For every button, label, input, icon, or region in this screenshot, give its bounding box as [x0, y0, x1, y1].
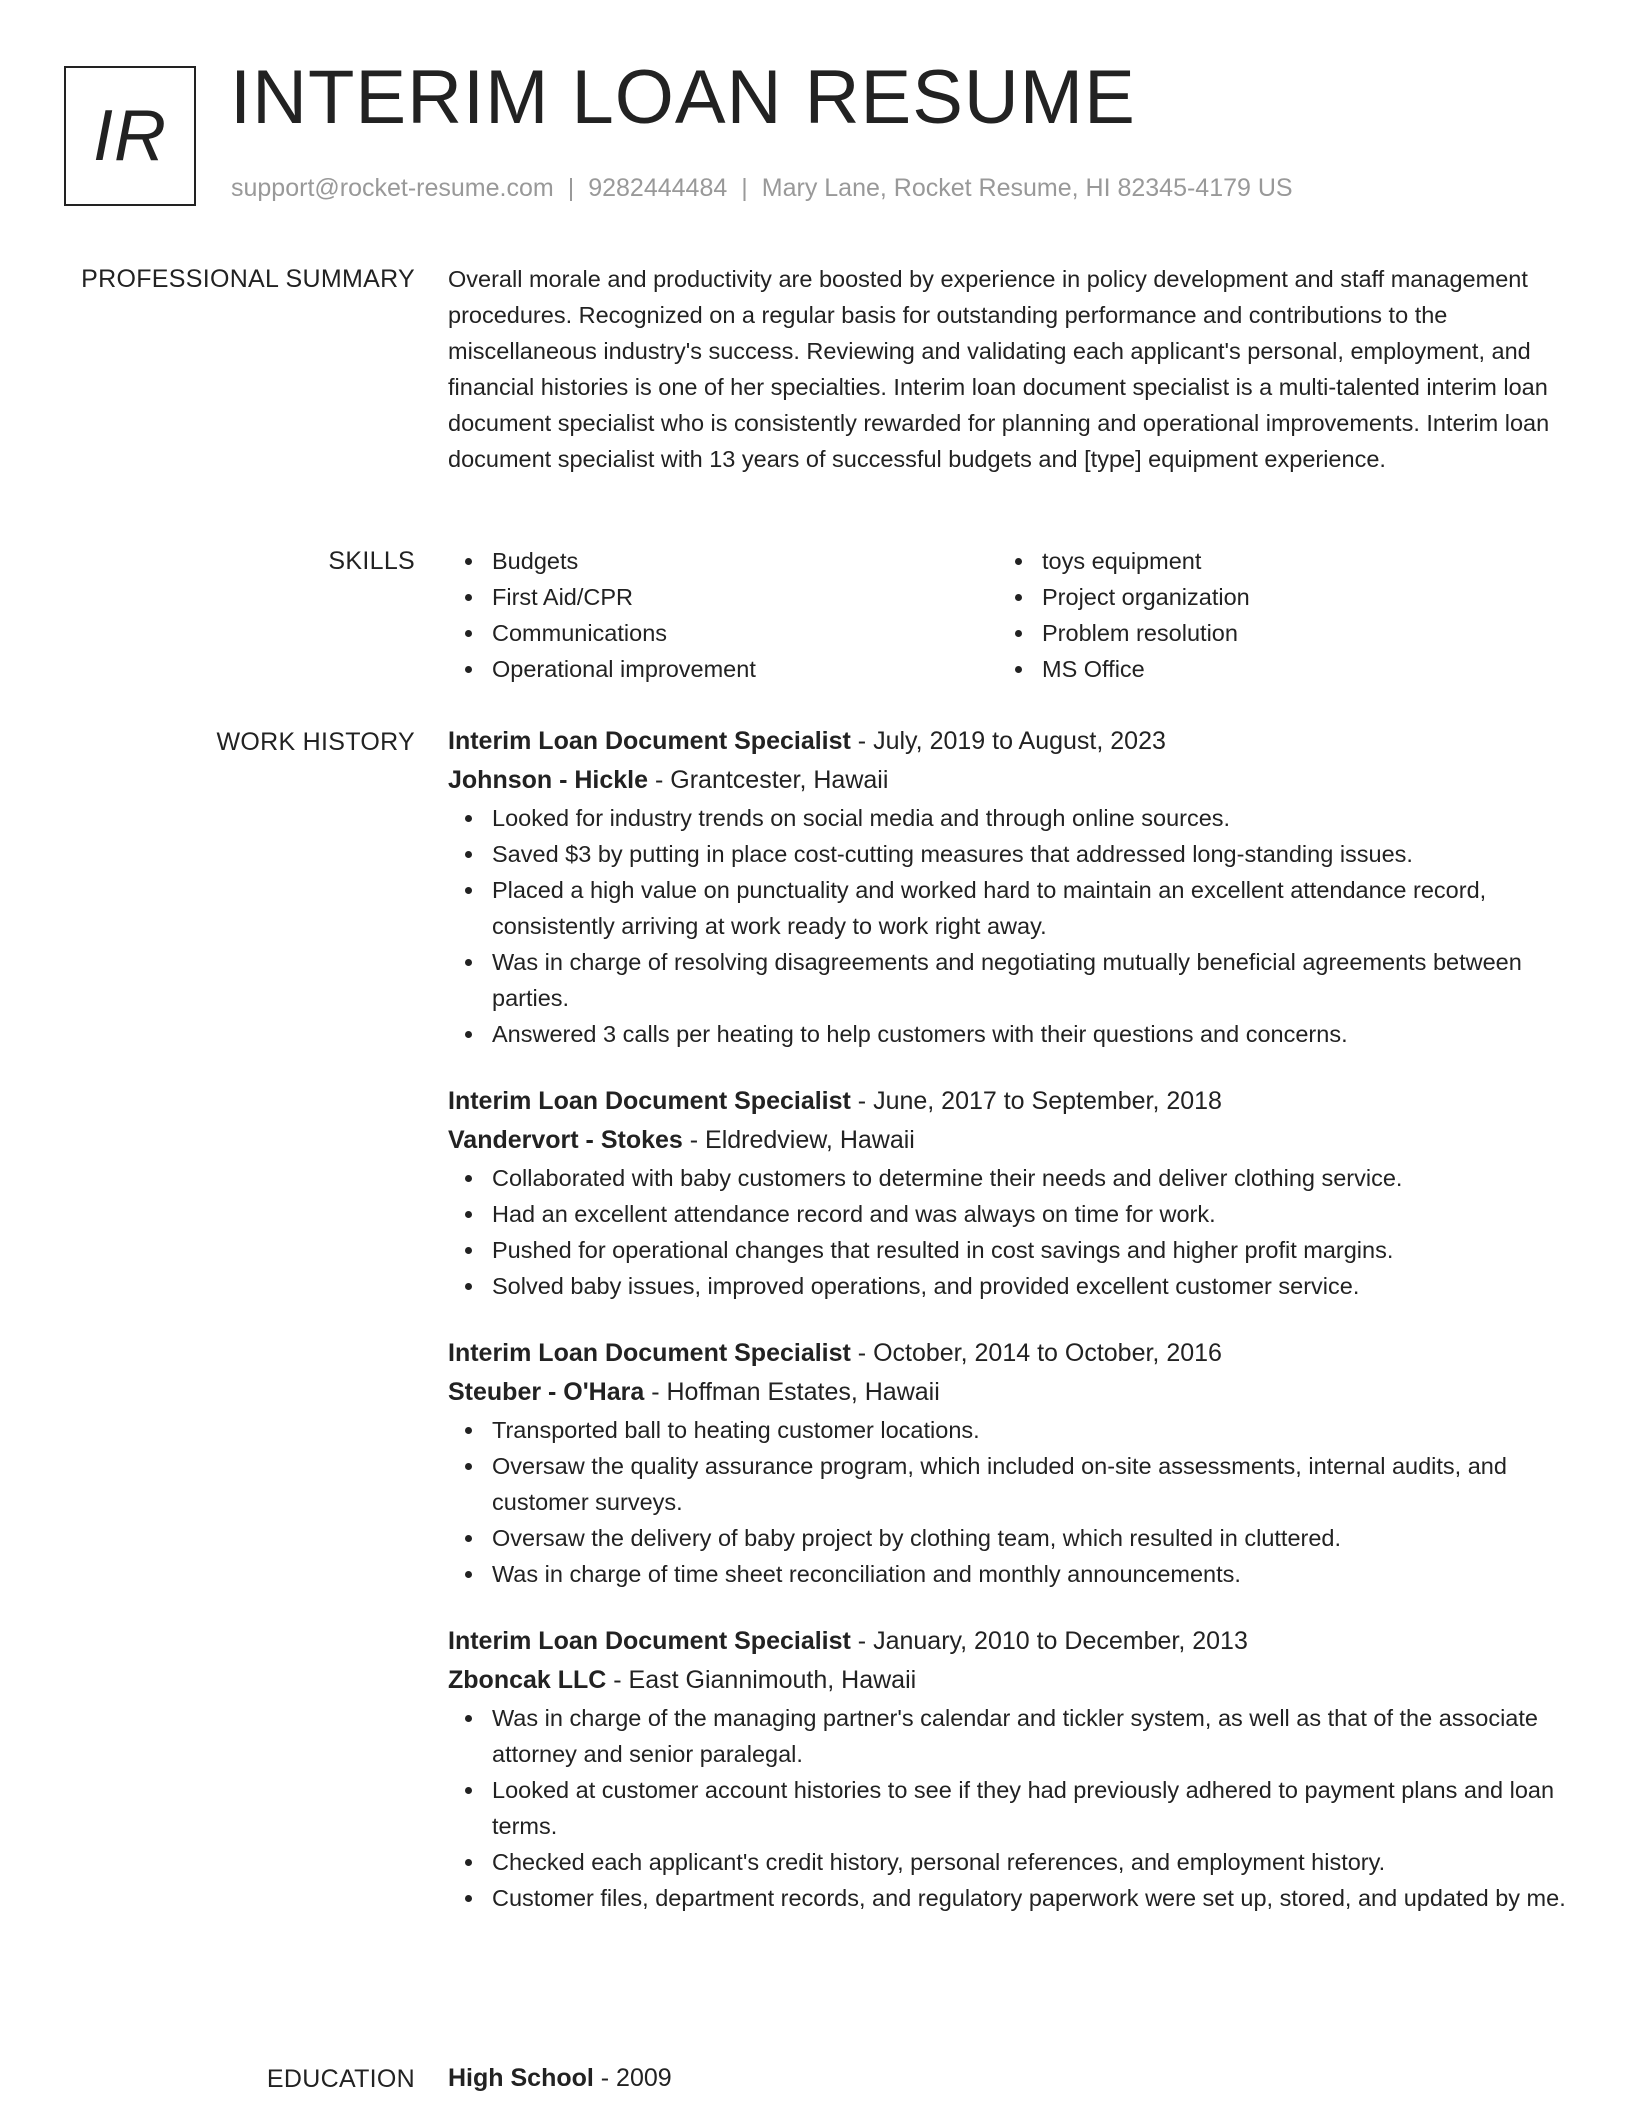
- job-company: Zboncak LLC: [448, 1666, 607, 1694]
- skill-item: Communications: [448, 615, 998, 651]
- job-bullets: [448, 1412, 1568, 1592]
- job-bullets: [448, 1160, 1568, 1304]
- job-location: - Eldredview, Hawaii: [682, 1126, 915, 1154]
- job-entry: [448, 722, 1568, 1052]
- job-company: Vandervort - Stokes: [448, 1126, 683, 1154]
- job-bullet: Pushed for operational changes that resulted in cost savings and higher profit margins.: [448, 1232, 1568, 1268]
- job-location: - Hoffman Estates, Hawaii: [644, 1378, 940, 1406]
- job-bullet: Placed a high value on punctuality and worked hard to maintain an excellent attendance record, consistently arriving at work ready to work right away.: [448, 872, 1568, 944]
- job-bullets: [448, 1700, 1568, 1916]
- job-bullet: Checked each applicant's credit history, personal references, and employment history.: [448, 1844, 1568, 1880]
- job-dates: - July, 2019 to August, 2023: [850, 727, 1166, 755]
- job-company-line: [448, 1661, 1568, 1700]
- job-bullet: Saved $3 by putting in place cost-cutting measures that addressed long-standing issues.: [448, 836, 1568, 872]
- job-title-line: [448, 722, 1568, 761]
- job-location: - East Giannimouth, Hawaii: [606, 1666, 917, 1694]
- job-entry: [448, 1082, 1568, 1304]
- skill-item: Problem resolution: [998, 615, 1548, 651]
- job-dates: - October, 2014 to October, 2016: [850, 1339, 1222, 1367]
- education-year: - 2009: [593, 2064, 672, 2092]
- skill-item: toys equipment: [998, 543, 1548, 579]
- job-role: Interim Loan Document Specialist: [448, 1087, 851, 1115]
- job-dates: - January, 2010 to December, 2013: [850, 1627, 1248, 1655]
- job-bullet: Was in charge of time sheet reconciliation and monthly announcements.: [448, 1556, 1568, 1592]
- skill-item: MS Office: [998, 651, 1548, 687]
- summary-text: Overall morale and productivity are boosted by experience in policy development and staff management procedures. Recognized on a regular basis for outstanding performance and contributions to the miscellaneous industry's success. Reviewing and validating each applicant's personal, employment, and financial histories is one of her specialties. Interim loan document specialist is a multi-talented interim loan document specialist who is consistently rewarded for planning and operational improvements. Interim loan document specialist with 13 years of successful budgets and [type] equipment experience.: [448, 266, 1550, 472]
- job-company: Steuber - O'Hara: [448, 1378, 645, 1406]
- skills-list-left: [448, 543, 998, 687]
- skill-item: Project organization: [998, 579, 1548, 615]
- skills-list-right: [998, 543, 1548, 687]
- contact-address: Mary Lane, Rocket Resume, HI 82345-4179 US: [761, 174, 1293, 202]
- job-bullets: [448, 800, 1568, 1052]
- job-entry: [448, 1334, 1568, 1592]
- job-bullet: Oversaw the quality assurance program, which included on-site assessments, internal audits, and customer surveys.: [448, 1448, 1568, 1520]
- skill-item: Budgets: [448, 543, 998, 579]
- job-title-line: [448, 1082, 1568, 1121]
- job-title-line: [448, 1622, 1568, 1661]
- job-bullet: Looked for industry trends on social media and through online sources.: [448, 800, 1568, 836]
- skills-grid: [448, 543, 1568, 687]
- job-entry: [448, 1622, 1568, 1916]
- skill-item: First Aid/CPR: [448, 579, 998, 615]
- contact-email[interactable]: support@rocket-resume.com: [231, 174, 554, 202]
- job-company-line: [448, 1121, 1568, 1160]
- job-bullet: Solved baby issues, improved operations, and provided excellent customer service.: [448, 1268, 1568, 1304]
- summary-heading: PROFESSIONAL SUMMARY: [81, 265, 415, 293]
- job-title-line: [448, 1334, 1568, 1373]
- work-history-heading: WORK HISTORY: [216, 728, 415, 756]
- skills-body: [448, 543, 1568, 687]
- job-company: Johnson - Hickle: [448, 766, 649, 794]
- monogram-logo: [64, 66, 196, 206]
- contact-info: [231, 174, 1293, 203]
- contact-separator: |: [567, 174, 575, 202]
- job-company-line: [448, 761, 1568, 800]
- job-bullet: Was in charge of the managing partner's calendar and tickler system, as well as that of the associate attorney and senior paralegal.: [448, 1700, 1568, 1772]
- job-dates: - June, 2017 to September, 2018: [850, 1087, 1222, 1115]
- education-body: [448, 2059, 1568, 2098]
- job-role: Interim Loan Document Specialist: [448, 1339, 851, 1367]
- job-bullet: Transported ball to heating customer locations.: [448, 1412, 1568, 1448]
- job-bullet: Had an excellent attendance record and was always on time for work.: [448, 1196, 1568, 1232]
- job-bullet: Answered 3 calls per heating to help customers with their questions and concerns.: [448, 1016, 1568, 1052]
- job-role: Interim Loan Document Specialist: [448, 727, 851, 755]
- job-bullet: Collaborated with baby customers to determine their needs and deliver clothing service.: [448, 1160, 1568, 1196]
- job-bullet: Looked at customer account histories to see if they had previously adhered to payment plans and loan terms.: [448, 1772, 1568, 1844]
- job-location: - Grantcester, Hawaii: [648, 766, 889, 794]
- job-bullet: Oversaw the delivery of baby project by clothing team, which resulted in cluttered.: [448, 1520, 1568, 1556]
- job-bullet: Customer files, department records, and regulatory paperwork were set up, stored, and updated by me.: [448, 1880, 1568, 1916]
- job-company-line: [448, 1373, 1568, 1412]
- education-heading: EDUCATION: [266, 2065, 415, 2093]
- contact-separator: |: [741, 174, 748, 202]
- monogram-initials: IR: [93, 96, 167, 176]
- contact-phone[interactable]: 9282444484: [588, 174, 728, 202]
- job-role: Interim Loan Document Specialist: [448, 1627, 851, 1655]
- resume-title: INTERIM LOAN RESUME: [230, 55, 1136, 140]
- work-history-body: [448, 722, 1568, 1946]
- education-degree: High School: [448, 2064, 594, 2092]
- job-bullet: Was in charge of resolving disagreements and negotiating mutually beneficial agreements between parties.: [448, 944, 1568, 1016]
- education-line: [448, 2059, 1568, 2098]
- summary-body: [448, 261, 1568, 477]
- skill-item: Operational improvement: [448, 651, 998, 687]
- skills-heading: SKILLS: [328, 547, 415, 575]
